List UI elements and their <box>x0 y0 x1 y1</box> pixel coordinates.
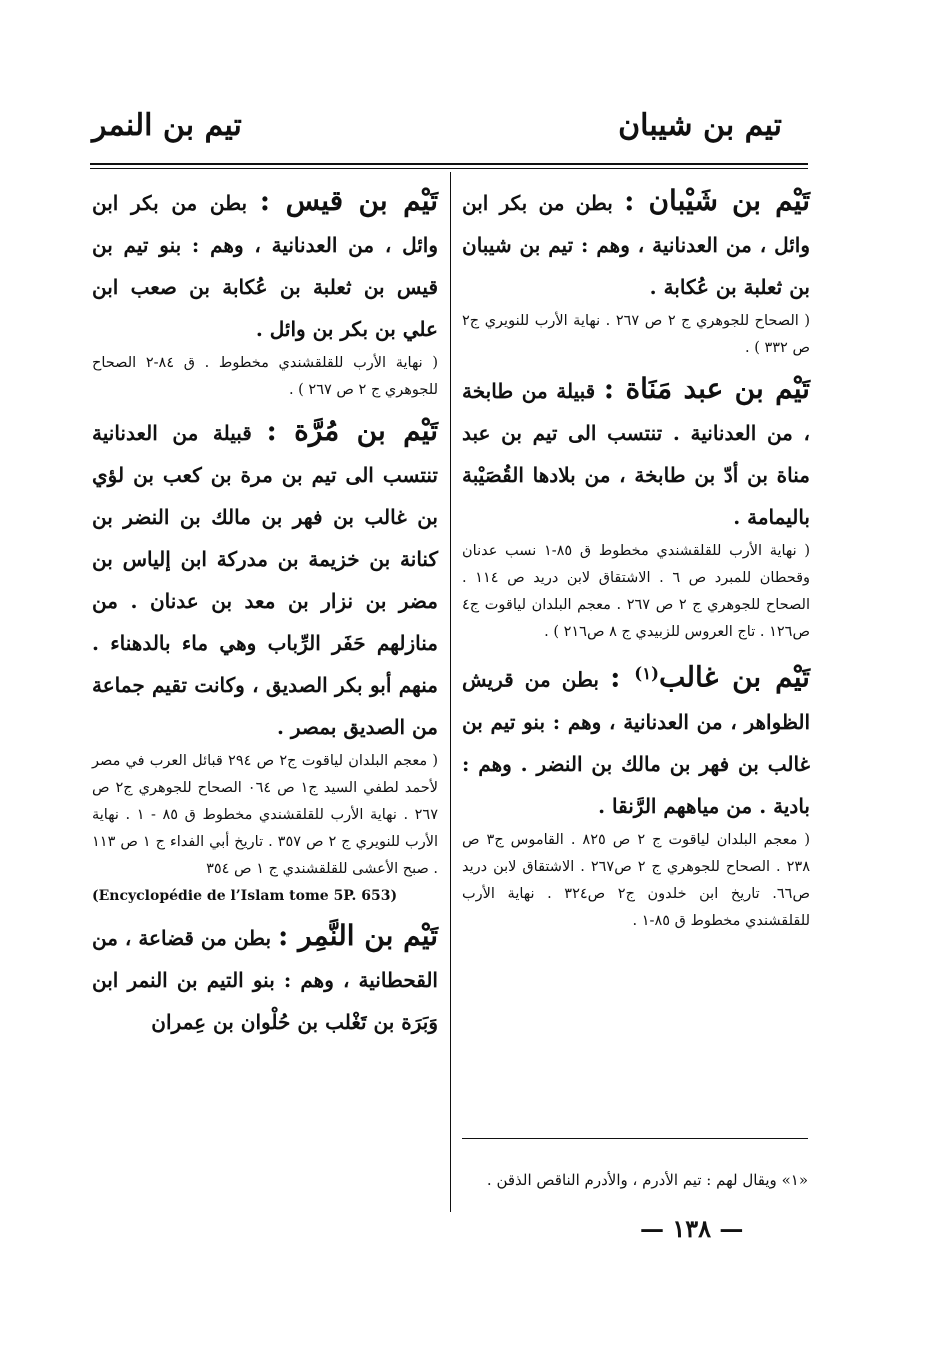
entry-references: ( نهاية الأرب للقلقشندي مخطوط . ق ٨٤-٢ الصحاح للجوهري ج ٢ ص ٢٦٧ ) . <box>92 355 438 398</box>
entry-title: تَيْم بن مُرَّة : <box>266 414 438 447</box>
entry-text: بطن من قريش الظواهر ، من العدنانية ، وهم : بنو تيم بن غالب بن فهر بن مالك بن النضر . وهم : بادية . من مياههم الرَّنقا . <box>462 667 810 818</box>
left-column <box>92 180 438 1049</box>
footnote-marker: (١) <box>634 663 660 683</box>
entry-references: ( معجم البلدان لياقوت ج٢ ص ٢٩٤ قبائل العرب في مصر لأحمد لطفي السيد ج١ ص ٠٦٤ الصحاح للجوهري ج٢ ص ٢٦٧ . نهاية الأرب للقلقشندي مخطوط ق ٨٥ - ١ . نهاية الأرب للنويري ج ٢ ص ٣٥٧ . تاريخ أبي الفداء ج ١ ص ١١٣ . صبح الأعشى للقلقشندي ج ١ ص ٣٥٤ <box>92 753 439 877</box>
entry-text: بطن من قضاعة ، من القحطانية ، وهم : بنو التيم بن النمر ابن وَبَرَة بن تَغْلب بن حُلْوان بن عِمران <box>92 926 438 1034</box>
header-rule-thin <box>90 168 808 169</box>
entry-taym-ibn-abd-manat <box>462 368 810 646</box>
entry-text: قبيلة من طابخة ، من العدنانية . تنتسب الى تيم بن عبد مناة بن أدّ بن طابخة ، من بلادها القُصَيْبة باليمامة . <box>462 379 810 529</box>
footnote-rule <box>462 1138 808 1139</box>
entry-taym-ibn-ghalib <box>462 652 810 935</box>
entry-text: بطن من بكر ابن وائل ، من العدنانية ، وهم : تيم بن شيبان بن ثعلبة بن عُكابة . <box>462 191 810 299</box>
entry-title-colon: : <box>610 660 635 694</box>
running-head-left: تيم بن النمر <box>92 108 242 143</box>
column-divider <box>450 172 451 1212</box>
entry-title: تَيْم بن النَّمِر <box>298 919 438 952</box>
entry-text: بطن من بكر ابن وائل ، من العدنانية ، وهم : بنو تيم بن قيس بن ثعلبة بن عُكابة بن صعب ابن علي بن بكر بن وائل . <box>92 191 438 341</box>
entry-taym-ibn-shayban <box>462 180 810 362</box>
entry-title: تَيْم بن قيس : <box>259 184 438 217</box>
entry-references: ( معجم البلدان لياقوت ج ٢ ص ٨٢٥ . القاموس ج٣ ص ٢٣٨ . الصحاح للجوهري ج ٢ ص٢٦٧ . الاشتقاق لابن دريد ص٦٦. تاريخ ابن خلدون ج٢ ص٣٢٤ . نهاية الأرب للقلقشندي مخطوط ق ٨٥-١ . <box>462 831 811 929</box>
entry-taym-ibn-al-namir <box>92 915 438 1043</box>
encyclopedia-reference: (Encyclopédie de l’Islam tome 5P. 653) <box>92 888 398 904</box>
right-column <box>462 180 810 941</box>
running-head-right: تيم بن شيبان <box>618 108 782 143</box>
footnote: «١» ويقال لهم : تيم الأدرم ، والأدرم الناقص الذقن . <box>486 1171 808 1189</box>
entry-title: تَيْم بن عبد مَنَاة : <box>603 372 810 405</box>
entry-taym-ibn-qays <box>92 180 438 404</box>
header-rule <box>90 163 808 165</box>
entry-taym-ibn-murra <box>92 410 438 909</box>
entry-title: تَيْم بن غالب <box>659 660 810 694</box>
entry-references: ( الصحاح للجوهري ج ٢ ص ٢٦٧ . نهاية الأرب للنويري ج٢ ص ٣٣٢ ) . <box>462 313 810 356</box>
entry-text: قبيلة من العدنانية تنتسب الى تيم بن مرة بن كعب بن لؤي بن غالب بن فهر بن مالك بن النضر بن كنانة بن خزيمة بن مدركة ابن إلياس بن مضر بن نزار بن معد بن عدنان . من منازلهم حَفَر الرِّباب وهي ماء بالدهناء . منهم أبو بكر الصديق ، وكانت تقيم جماعة من الصديق بمصر . <box>92 421 438 739</box>
entry-title-colon: : <box>278 919 299 952</box>
page-number: — ١٣٨ — <box>640 1214 744 1243</box>
entry-references: ( نهاية الأرب للقلقشندي مخطوط ق ٨٥-١ نسب عدنان وقحطان للمبرد ص ٦ . الاشتقاق لابن دريد ص ١١٤ . الصحاح للجوهري ج ٢ ص ٢٦٧ . معجم البلدان لياقوت ج٤ ص١٢٦ . تاج العروس للزبيدي ج ٨ ص٢١٦ ) . <box>462 543 811 640</box>
entry-title: تَيْم بن شَيْبان : <box>624 184 810 217</box>
